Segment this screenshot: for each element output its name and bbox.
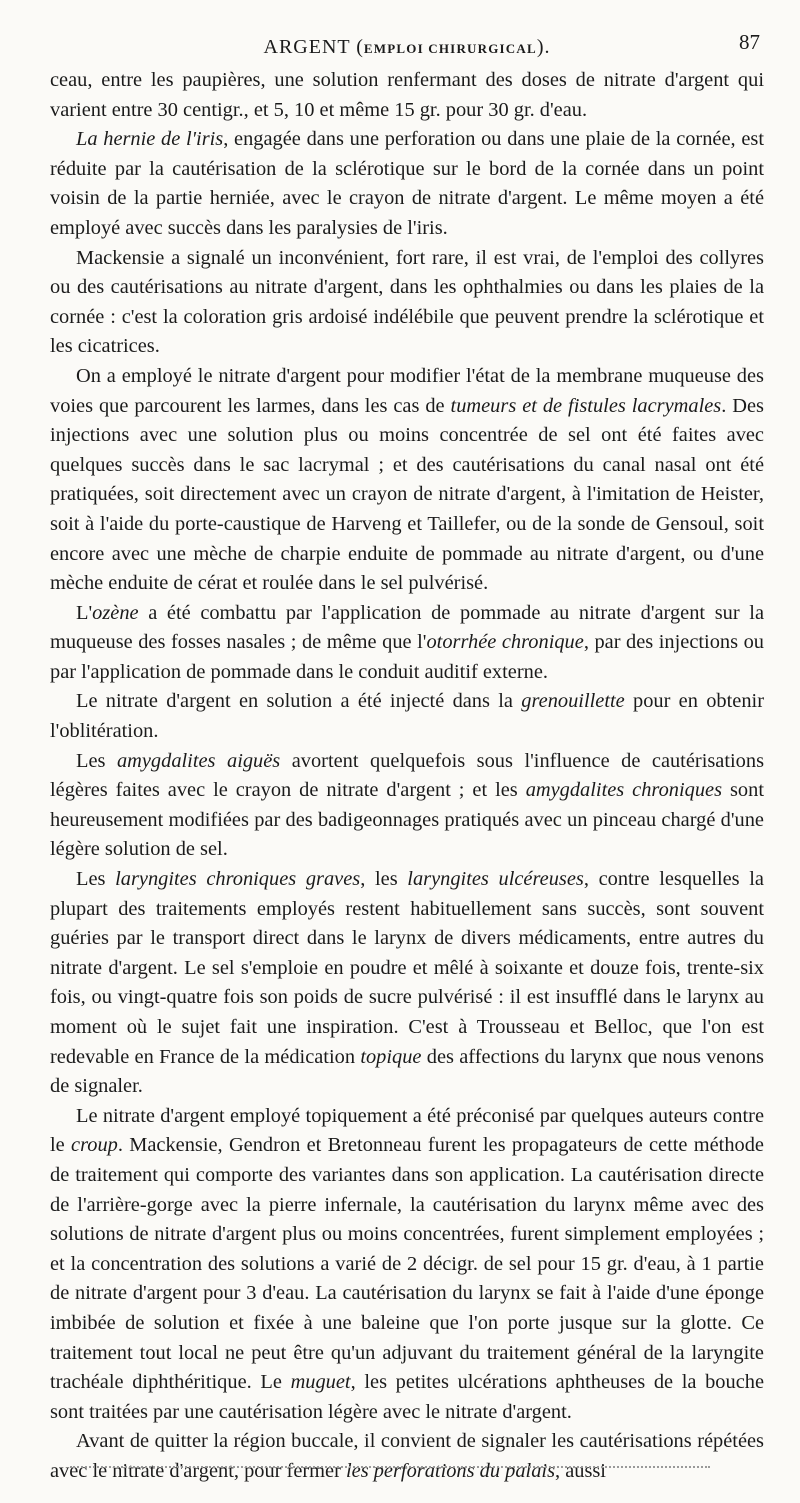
text-run: sont heureusement modifiées par des badigeonnages pratiqués avec un pinceau chargé d'une légère solution de sel. <box>50 779 764 861</box>
italic-term: amygdalites aiguës <box>116 749 281 772</box>
body-text <box>50 66 764 1487</box>
italic-term: grenouillette <box>521 690 625 713</box>
text-run: Les <box>76 868 116 891</box>
text-run: pour en obtenir l'oblitération. <box>50 690 764 743</box>
running-title-smallcaps: EMPLOI CHIRURGICAL <box>363 41 537 56</box>
footer-rule <box>70 1466 710 1468</box>
text-run: a été combattu par l'application de pommade au nitrate d'argent sur la muqueuse des fosses nasales ; de même que l' <box>50 601 764 654</box>
text-run: . Mackensie, Gendron et Bretonneau furent les propagateurs de cette méthode de traitement qui comporte des variantes dans son application. La cautérisation directe de l'arrière-gorge avec la pierre infernale, la cautérisation du larynx même avec des solutions de nitrate d'argent plus ou moins concentrées, furent simplement employées ; et la concentration des solutions a varié de 2 décigr. de sel pour 15 gr. d'eau, à 1 partie de nitrate d'argent pour 3 d'eau. La cautérisation du larynx se fait à l'aide d'une éponge imbibée de solution et fixée à une baleine que l'on porte jusque sur la glotte. Ce traitement tout local ne peut être qu'un adjuvant du traitement général de la laryngite trachéale diphthéritique. Le <box>50 1134 764 1394</box>
text-run: On a employé le nitrate d'argent pour modifier l'état de la membrane muqueuse des voies que parcourent les larmes, dans les cas de <box>50 364 764 417</box>
text-run: , engagée dans une perforation ou dans une plaie de la cornée, est réduite par la cautérisation de la sclérotique sur le bord de la cornée dans un point voisin de la partie herniée, avec le crayon de nitrate d'argent. Le même moyen a été employé avec succès dans les paralysies de l'iris. <box>50 128 764 239</box>
paragraph <box>50 865 764 1102</box>
text-run: Mackensie a signalé un inconvénient, fort rare, il est vrai, de l'emploi des collyres ou des cautérisations au nitrate d'argent, dans les ophthalmies ou dans les plaies de la cornée : c'est la coloration gris ardoisé indélébile que peuvent prendre la sclérotique et les cicatrices. <box>50 246 764 358</box>
text-run: Les <box>76 749 117 772</box>
text-run: ceau, entre les paupières, une solution renfermant des doses de nitrate d'argent qui varient entre 30 centigr., et 5, 10 et même 15 gr. pour 30 gr. d'eau. <box>50 69 764 121</box>
paragraph <box>50 747 764 865</box>
text-run: . Des injections avec une solution plus ou moins concentrée de sel ont été faites avec quelques succès dans le sac lacrymal ; et des cautérisations du canal nasal ont été pratiquées, soit directement avec un crayon de nitrate d'argent, à l'imitation de Heister, soit à l'aide du porte-caustique de Harveng et Taillefer, ou de la sonde de Gensoul, soit encore avec une mèche de charpie enduite de pommade au nitrate d'argent, ou d'une mèche enduite de cérat et roulée dans le sel pulvérisé. <box>50 394 764 595</box>
text-run: , les petites ulcérations aphtheuses de la bouche sont traitées par une cautérisation légère avec le nitrate d'argent. <box>50 1371 764 1423</box>
paragraph <box>50 687 764 746</box>
paragraph <box>50 244 764 362</box>
paragraph <box>50 362 764 599</box>
italic-term: muguet <box>290 1371 351 1394</box>
text-run: Le nitrate d'argent employé topiquement a été préconisé par quelques auteurs contre le <box>50 1104 764 1157</box>
italic-term: amygdalites chroniques <box>525 779 723 802</box>
italic-term: croup <box>71 1134 118 1157</box>
italic-term: topique <box>360 1045 422 1068</box>
text-run: , les <box>360 868 408 891</box>
paragraph <box>50 1102 764 1428</box>
text-run: , aussi <box>555 1459 606 1482</box>
paragraph <box>50 125 764 243</box>
paragraph <box>50 599 764 688</box>
italic-term: laryngites chroniques graves <box>115 868 361 891</box>
paragraph <box>50 1427 764 1486</box>
italic-term: tumeurs et de fistules lacrymales <box>450 394 722 417</box>
text-run: , contre lesquelles la plupart des traitements employés restent habituellement sans succès, sont souvent guéries par le transport direct dans le larynx de divers médicaments, entre autres du nitrate d'argent. Le sel s'emploie en poudre et mêlé à soixante et douze fois, trente-six fois, ou vingt-quatre fois son poids de sucre pulvérisé : il est insufflé dans le larynx au moment où le sujet fait une inspiration. C'est à Trousseau et Belloc, que l'on est redevable en France de la médication <box>50 868 764 1068</box>
text-run: Avant de quitter la région buccale, il convient de signaler les cautérisations répétées avec le nitrate d'argent, pour fermer <box>50 1430 764 1482</box>
paragraph <box>50 66 764 125</box>
italic-term: otorrhée chronique <box>426 631 584 654</box>
text-run: L' <box>76 601 93 624</box>
text-run: avortent quelquefois sous l'influence de cautérisations légères faites avec le crayon de nitrate d'argent ; et les <box>50 749 764 802</box>
running-header <box>50 26 764 66</box>
italic-term: ozène <box>92 601 139 624</box>
running-title <box>50 36 764 59</box>
page-number: 87 <box>739 30 760 54</box>
text-run: , par des injections ou par l'application de pommade dans le conduit auditif externe. <box>50 631 764 683</box>
italic-term: La hernie de l'iris <box>76 128 224 151</box>
italic-term: laryngites ulcéreuses <box>407 868 584 891</box>
italic-term: les perforations du palais <box>345 1459 555 1482</box>
text-run: Le nitrate d'argent en solution a été injecté dans la <box>76 690 522 713</box>
running-title-main: ARGENT ( <box>263 36 364 58</box>
running-title-end: ). <box>536 36 551 58</box>
text-run: des affections du larynx que nous venons de signaler. <box>50 1045 764 1098</box>
